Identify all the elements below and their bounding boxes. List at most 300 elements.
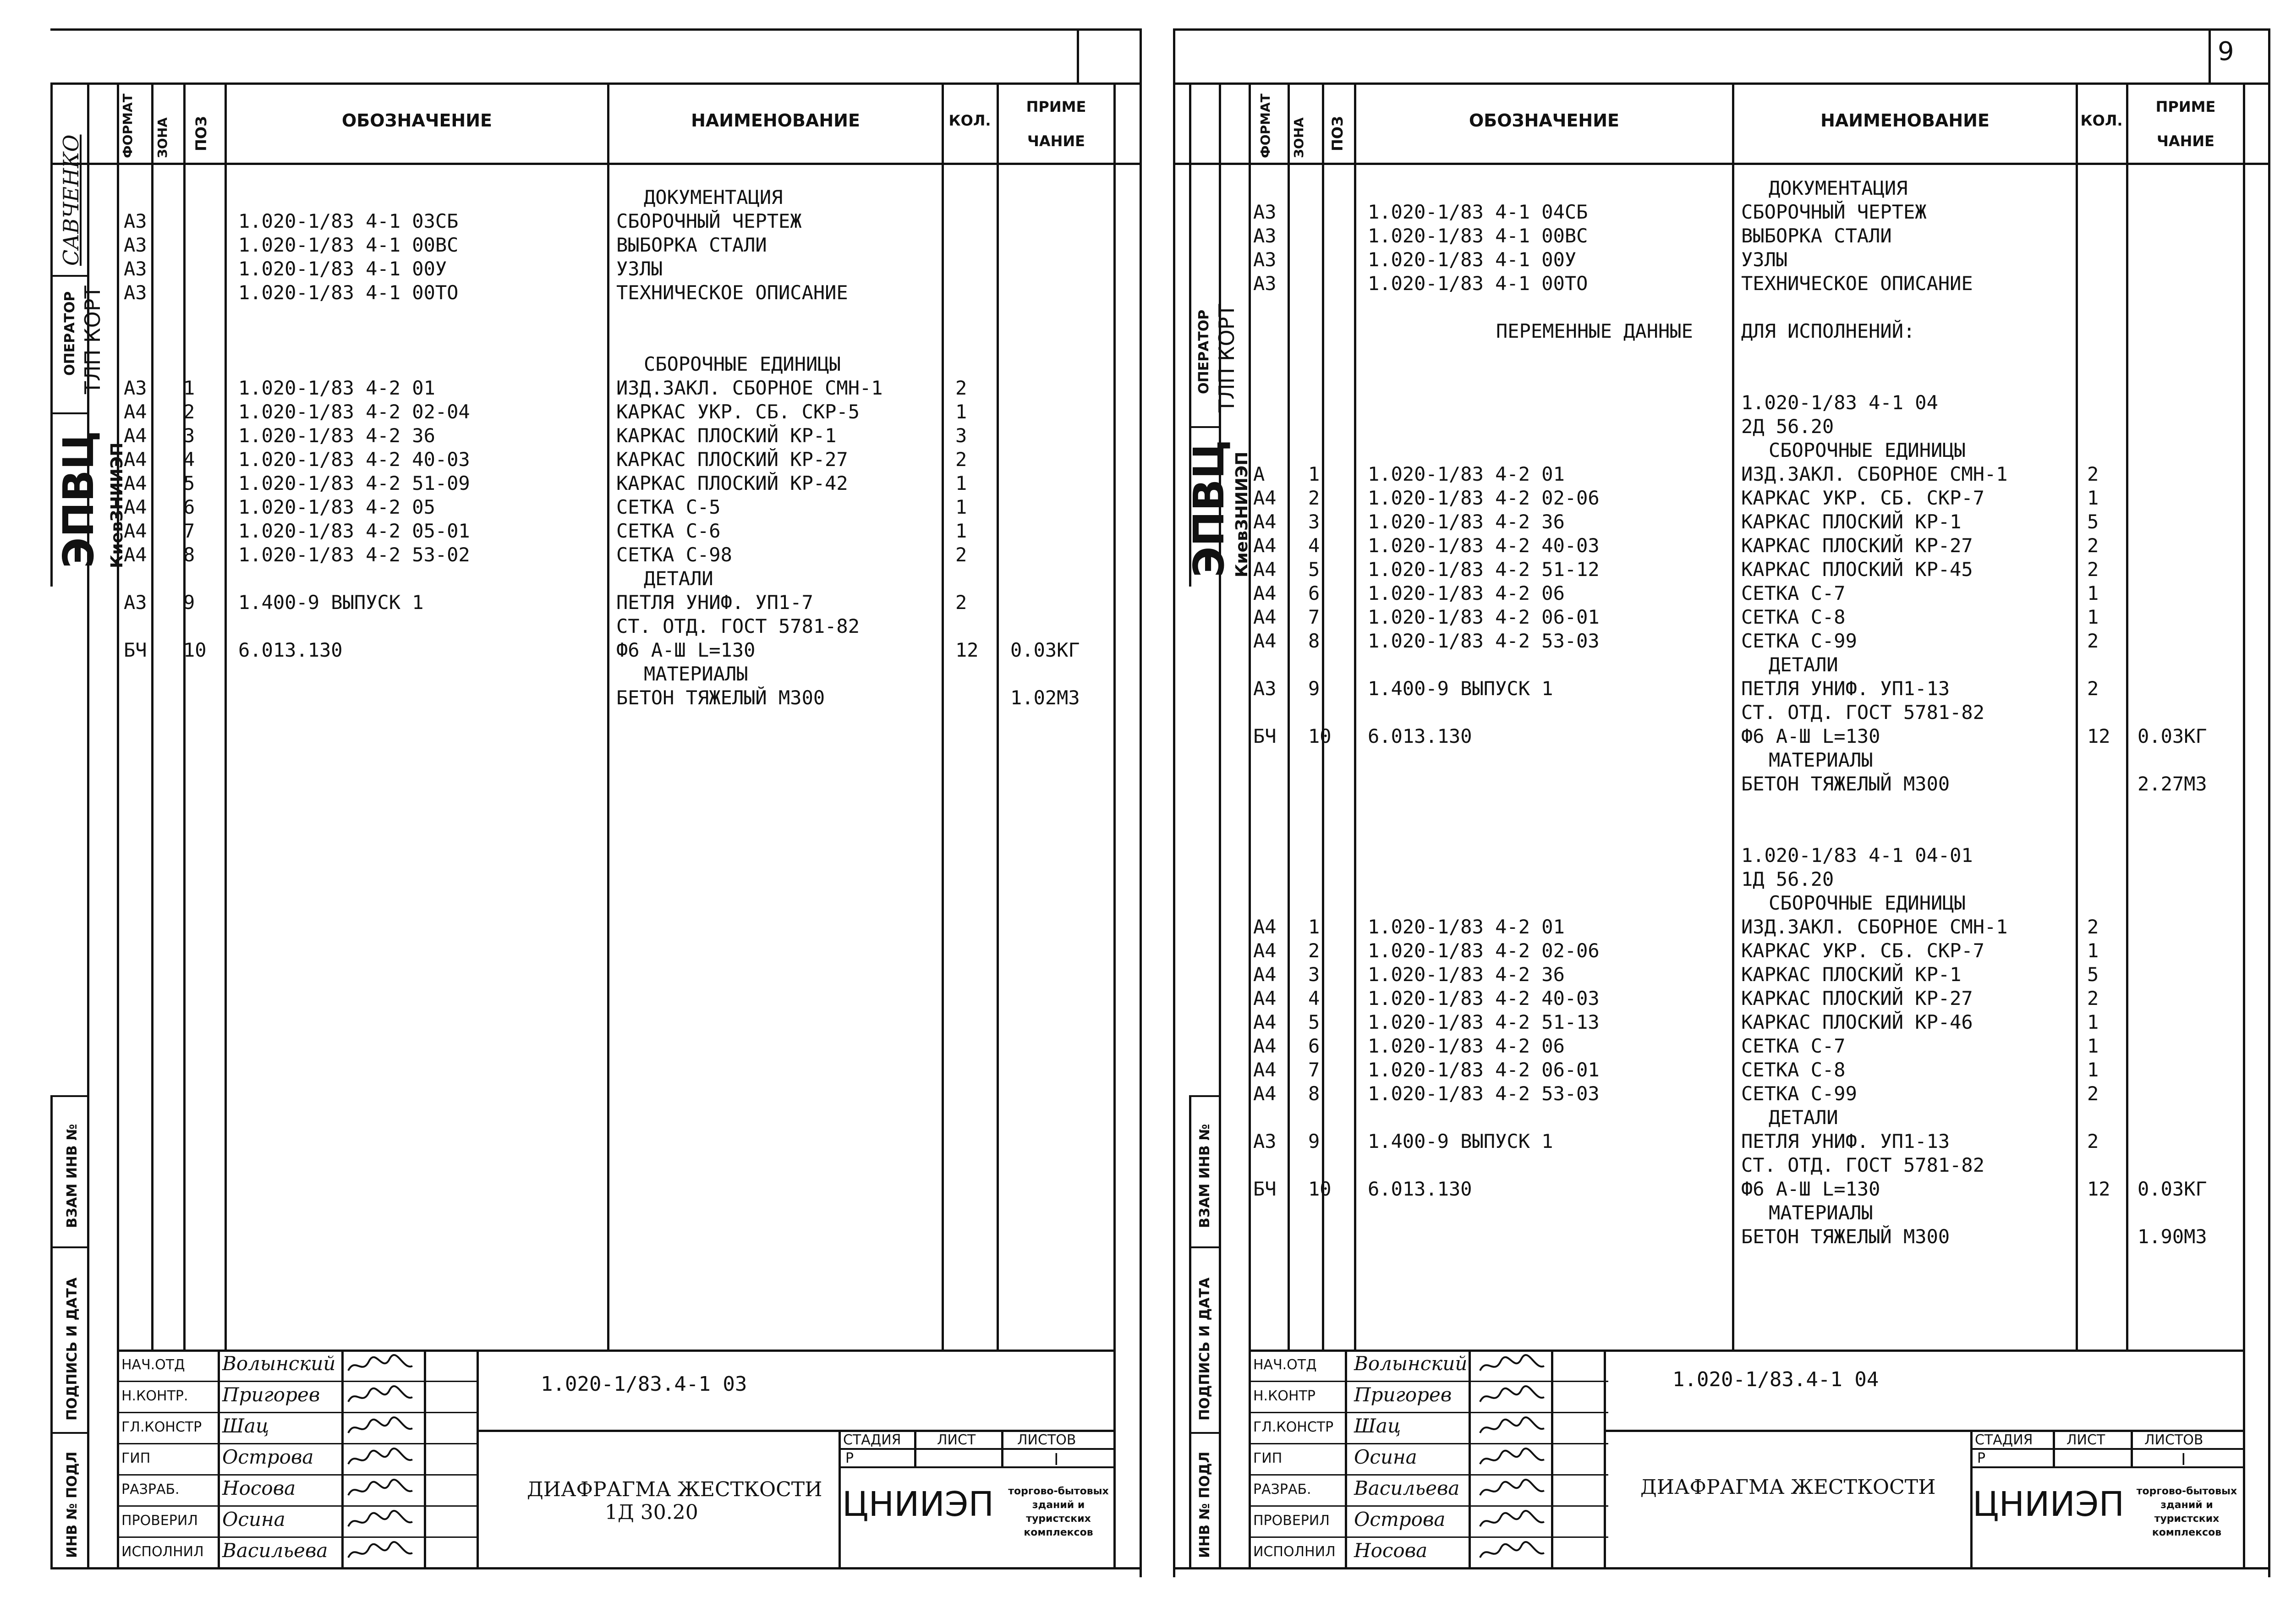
stamp-stage-line [839,1448,1116,1450]
designation-cell: 1.020-1/83 4-2 51-13 [1368,1011,1600,1033]
format-cell: А4 [1253,630,1277,652]
note-cell: 2.27М3 [2138,773,2207,795]
col-zone-line-r [1288,82,1290,1352]
stamp-title: ДИАФРАГМА ЖЕСТКОСТИ [527,1478,822,1501]
stamp-row-line [1249,1536,1608,1538]
designation-cell: 1.020-1/83 4-1 00У [238,258,447,280]
stamp-role: ПРОВЕРИЛ [1253,1513,1330,1529]
name-cell: 1.020-1/83 4-1 04 [1741,391,1938,414]
pos-cell: 9 [1308,677,1320,700]
name-cell: КАРКАС ПЛОСКИЙ КР-45 [1741,558,1973,581]
margin-divider-3 [50,1095,89,1097]
pos-cell: 8 [183,543,195,566]
stamp-role: Н.КОНТР. [121,1388,188,1404]
stamp-row-line [117,1443,477,1444]
header-top-line-r [1173,82,2270,85]
pos-cell: 4 [1308,534,1320,557]
margin-divider-4-r [1189,1246,1221,1248]
designation-cell: 1.020-1/83 4-1 00У [1368,248,1577,271]
col-right-line [1113,82,1116,1569]
col-name-line-r [1732,82,1734,1352]
name-cell: МАТЕРИАЛЫ [644,663,748,685]
stamp-role: НАЧ.ОТД [121,1357,185,1373]
qty-cell: 5 [2087,963,2099,986]
designation-cell: 1.020-1/83 4-2 51-12 [1368,558,1600,581]
qty-cell: 12 [2087,725,2110,747]
stamp-person: Острова [1354,1508,1446,1531]
margin-inv-label: ИНВ № ПОДЛ [64,1451,80,1558]
signature-icon [1478,1446,1546,1471]
pos-cell: 8 [1308,630,1320,652]
designation-cell: 1.020-1/83 4-1 00ТО [238,281,459,304]
margin-operator-org: ТЛП КОРТ [80,285,105,394]
top-tick [1077,28,1079,83]
designation-cell: 1.020-1/83 4-2 06-01 [1368,1059,1600,1081]
name-cell: КАРКАС УКР. СБ. СКР-7 [1741,939,1985,962]
pos-cell: 10 [1308,725,1332,747]
stamp-row-line [1249,1505,1608,1507]
qty-cell: 2 [2087,630,2099,652]
format-cell: А4 [1253,510,1277,533]
qty-cell: 2 [955,543,967,566]
name-cell: УЗЛЫ [1741,248,1788,271]
signature-icon [1478,1415,1546,1440]
name-cell: БЕТОН ТЯЖЕЛЫЙ М300 [1741,1225,1950,1248]
stamp-org-r: ЦНИИЭП [1973,1485,2125,1524]
format-cell: А4 [1253,1035,1277,1057]
margin-podpis-label-r: ПОДПИСЬ И ДАТА [1197,1277,1213,1421]
name-cell: СБОРОЧНЫЕ ЕДИНИЦЫ [1769,439,1966,461]
name-cell: БЕТОН ТЯЖЕЛЫЙ М300 [1741,773,1950,795]
pos-cell: 8 [1308,1082,1320,1105]
note-cell: 1.90М3 [2138,1225,2207,1248]
name-cell: 2Д 56.20 [1741,415,1834,438]
margin-org-big: ЭПВЦ [54,431,103,568]
format-cell: А3 [124,258,147,280]
designation-cell: 1.020-1/83 4-2 02-04 [238,401,470,423]
name-cell: ДОКУМЕНТАЦИЯ [644,186,783,208]
margin-org-big-r: ЭПВЦ [1184,440,1233,577]
designation-cell: 6.013.130 [1368,1178,1472,1200]
qty-cell: 1 [955,520,967,542]
qty-cell: 1 [2087,606,2099,628]
format-cell: А4 [1253,939,1277,962]
pos-cell: 9 [183,591,195,614]
qty-cell: 2 [955,591,967,614]
format-cell: А4 [124,401,147,423]
designation-cell: 1.020-1/83 4-2 51-09 [238,472,470,494]
designation-cell: 1.020-1/83 4-2 02-06 [1368,487,1600,509]
col-header-note-2-r: ЧАНИЕ [2156,132,2215,150]
signature-icon [346,1446,415,1471]
signature-icon [346,1508,415,1534]
pos-cell: 6 [1308,1035,1320,1057]
signature-icon [1478,1477,1546,1503]
format-cell: А3 [124,591,147,614]
stamp-person: Осина [222,1508,285,1531]
stamp-stage-line-2-r [1970,1466,2245,1468]
stamp-row-line [117,1350,477,1351]
name-cell: СТ. ОТД. ГОСТ 5781-82 [1741,701,1985,724]
margin-org-small-r: КиевЗНИИЭП [1233,451,1251,577]
signature-icon [1478,1352,1546,1378]
margin-podpis-label: ПОДПИСЬ И ДАТА [64,1277,80,1421]
signature-icon [346,1352,415,1378]
stamp-stage-col [839,1430,841,1569]
name-cell: БЕТОН ТЯЖЕЛЫЙ М300 [616,686,825,709]
designation-cell: 1.400-9 ВЫПУСК 1 [1368,1130,1553,1152]
designation-cell: 1.020-1/83 4-2 36 [1368,510,1565,533]
stamp-role: ГИП [121,1450,151,1466]
col-zone-line [151,82,153,1352]
name-cell: КАРКАС УКР. СБ. СКР-5 [616,401,860,423]
pos-cell: 2 [1308,939,1320,962]
col-name-line [607,82,609,1352]
format-cell: А4 [124,496,147,518]
name-cell: ПЕТЛЯ УНИФ. УП1-7 [616,591,813,614]
stamp-row-line [1249,1350,1608,1351]
designation-cell: 1.020-1/83 4-2 40-03 [1368,987,1600,1010]
signature-icon [346,1383,415,1409]
name-cell: ИЗД.ЗАКЛ. СБОРНОЕ СМН-1 [616,377,883,399]
sheet-divider [1140,28,1142,1577]
sheet-left-edge-r [1173,28,1175,1577]
col-desig-line-r [1354,82,1356,1352]
format-cell: А4 [124,543,147,566]
stamp-row-line [117,1412,477,1413]
stamp-stage-label-r: СТАДИЯ [1975,1432,2033,1448]
qty-cell: 12 [955,639,979,661]
stamp-sheet-label-r: ЛИСТ [2066,1432,2105,1448]
stamp-stage-label: СТАДИЯ [843,1432,901,1448]
col-header-name-r: НАИМЕНОВАНИЕ [1820,110,1990,131]
pos-cell: 6 [183,496,195,518]
margin-line-lower-r [1189,1095,1191,1569]
pos-cell: 7 [1308,1059,1320,1081]
format-cell: А3 [1253,225,1277,247]
designation-cell: 1.020-1/83 4-2 02-06 [1368,939,1600,962]
name-cell: МАТЕРИАЛЫ [1769,749,1873,771]
designation-cell: 1.020-1/83 4-2 36 [238,424,435,447]
pos-cell: 4 [183,448,195,471]
margin-divider-2 [50,412,89,414]
qty-cell: 1 [2087,1035,2099,1057]
col-qty-line [942,82,944,1352]
name-cell: СЕТКА С-98 [616,543,732,566]
qty-cell: 1 [2087,939,2099,962]
col-header-note-2: ЧАНИЕ [1027,132,1085,150]
name-cell: ДЕТАЛИ [1769,1106,1838,1129]
name-cell: СЕТКА С-99 [1741,1082,1857,1105]
col-header-note-1-r: ПРИМЕ [2155,98,2216,115]
outer-right-line [2268,28,2270,1577]
top-border [50,28,1141,31]
designation-cell: 1.020-1/83 4-2 05 [238,496,435,518]
stamp-person: Носова [222,1477,296,1499]
stamp-code-r: 1.020-1/83.4-1 04 [1672,1368,1879,1391]
qty-cell: 1 [955,472,967,494]
note-cell: 0.03КГ [2138,1178,2207,1200]
margin-signer-name: САВЧЕНКО [59,134,83,266]
name-cell: ИЗД.ЗАКЛ. СБОРНОЕ СМН-1 [1741,463,2008,485]
col-header-zone-r: ЗОНА [1291,117,1306,158]
col-header-format-r: ФОРМАТ [1258,93,1273,158]
name-cell: СБОРОЧНЫЕ ЕДИНИЦЫ [644,353,841,375]
pos-cell: 10 [183,639,207,661]
format-cell: А4 [1253,558,1277,581]
designation-cell: ПЕРЕМЕННЫЕ ДАННЫЕ [1496,320,1693,342]
stamp-org-sub: торгово-бытовых зданий и туристских комплексов [1008,1486,1109,1538]
stamp-row-line [1249,1443,1608,1444]
col-pos-line [183,82,186,1352]
pos-cell: 1 [1308,463,1320,485]
name-cell: ПЕТЛЯ УНИФ. УП1-13 [1741,677,1950,700]
name-cell: КАРКАС ПЛОСКИЙ КР-27 [1741,534,1973,557]
stamp-stage-line-r [1970,1448,2245,1450]
name-cell: СЕТКА С-8 [1741,606,1846,628]
designation-cell: 1.020-1/83 4-1 00ВС [238,234,459,256]
stamp-person: Волынский [1354,1352,1468,1375]
format-cell: А4 [124,520,147,542]
designation-cell: 1.400-9 ВЫПУСК 1 [1368,677,1553,700]
stamp-org: ЦНИИЭП [842,1485,994,1524]
stamp-org-sub-r: торгово-бытовых зданий и туристских комплексов [2136,1486,2237,1538]
pos-cell: 4 [1308,987,1320,1010]
col-header-pos-r: ПОЗ [1329,116,1346,151]
col-format-line [117,82,119,1569]
col-header-format: ФОРМАТ [120,93,135,158]
name-cell: МАТЕРИАЛЫ [1769,1202,1873,1224]
col-header-qty-r: КОЛ. [2080,112,2123,129]
stamp-role: ПРОВЕРИЛ [121,1513,198,1529]
name-cell: КАРКАС УКР. СБ. СКР-7 [1741,487,1985,509]
stamp-title-2: 1Д 30.20 [605,1501,698,1524]
name-cell: СБОРОЧНЫЙ ЧЕРТЕЖ [1741,201,1927,223]
qty-cell: 1 [2087,1011,2099,1033]
margin-divider-4 [50,1246,89,1248]
stamp-role: РАЗРАБ. [1253,1481,1311,1498]
name-cell: СБОРОЧНЫЕ ЕДИНИЦЫ [1769,892,1966,914]
stamp-role: ГИП [1253,1450,1283,1466]
format-cell: А3 [1253,272,1277,295]
name-cell: СТ. ОТД. ГОСТ 5781-82 [1741,1154,1985,1176]
format-cell: А4 [124,472,147,494]
col-right-line-r [2243,82,2245,1569]
pos-cell: 5 [1308,558,1320,581]
format-cell: А4 [1253,534,1277,557]
designation-cell: 1.020-1/83 4-2 06 [1368,1035,1565,1057]
page-number: 9 [2218,37,2234,66]
qty-cell: 1 [2087,487,2099,509]
name-cell: ДЕТАЛИ [1769,653,1838,676]
name-cell: ВЫБОРКА СТАЛИ [1741,225,1892,247]
pos-cell: 3 [1308,510,1320,533]
margin-vzam-label: ВЗАМ ИНВ № [64,1124,80,1228]
signature-icon [1478,1383,1546,1409]
stamp-title-r: ДИАФРАГМА ЖЕСТКОСТИ [1640,1476,1936,1499]
designation-cell: 1.020-1/83 4-2 36 [1368,963,1565,986]
name-cell: КАРКАС ПЛОСКИЙ КР-42 [616,472,848,494]
name-cell: СЕТКА С-6 [616,520,721,542]
name-cell: КАРКАС ПЛОСКИЙ КР-1 [616,424,837,447]
pos-cell: 7 [183,520,195,542]
qty-cell: 3 [955,424,967,447]
stamp-role: ИСПОЛНИЛ [121,1544,204,1560]
signature-icon [1478,1508,1546,1534]
designation-cell: 1.020-1/83 4-1 00ВС [1368,225,1588,247]
pos-cell: 10 [1308,1178,1332,1200]
stamp-row-line [117,1536,477,1538]
format-cell: А4 [1253,487,1277,509]
qty-cell: 2 [2087,916,2099,938]
name-cell: СЕТКА С-7 [1741,582,1846,604]
name-cell: ИЗД.ЗАКЛ. СБОРНОЕ СМН-1 [1741,916,2008,938]
name-cell: КАРКАС ПЛОСКИЙ КР-1 [1741,963,1962,986]
stamp-role: Н.КОНТР [1253,1388,1315,1404]
pos-cell: 6 [1308,582,1320,604]
qty-cell: 1 [955,496,967,518]
pos-cell: 2 [1308,487,1320,509]
stamp-person: Шац [222,1415,269,1437]
margin-operator-org-r: ТЛП КОРТ [1214,304,1239,412]
designation-cell: 1.020-1/83 4-2 06 [1368,582,1565,604]
col-qty-line-r [2076,82,2078,1352]
margin-operator-label-r: ОПЕРАТОР [1196,309,1212,394]
name-cell: ДОКУМЕНТАЦИЯ [1769,177,1908,199]
col-format-line-r [1249,82,1251,1569]
stamp-person: Пригорев [1354,1383,1452,1406]
col-desig-line [225,82,227,1352]
qty-cell: 12 [2087,1178,2110,1200]
designation-cell: 6.013.130 [1368,725,1472,747]
col-header-zone: ЗОНА [155,117,170,158]
name-cell: КАРКАС ПЛОСКИЙ КР-27 [616,448,848,471]
note-cell: 0.03КГ [1010,639,1080,661]
margin-divider-5-r [1189,1432,1221,1434]
format-cell: БЧ [1253,725,1277,747]
stamp-role: ИСПОЛНИЛ [1253,1544,1336,1560]
designation-cell: 1.020-1/83 4-2 06-01 [1368,606,1600,628]
designation-cell: 1.020-1/83 4-2 53-02 [238,543,470,566]
designation-cell: 1.020-1/83 4-2 53-03 [1368,1082,1600,1105]
designation-cell: 1.020-1/83 4-2 01 [1368,463,1565,485]
name-cell: Ф6 А-Ш L=130 [1741,1178,1880,1200]
designation-cell: 6.013.130 [238,639,343,661]
stamp-sheets-label: ЛИСТОВ [1017,1432,1076,1448]
name-cell: СБОРОЧНЫЙ ЧЕРТЕЖ [616,210,802,232]
name-cell: ВЫБОРКА СТАЛИ [616,234,767,256]
designation-cell: 1.020-1/83 4-2 01 [238,377,435,399]
col-header-note-1: ПРИМЕ [1026,98,1086,115]
pos-cell: 5 [183,472,195,494]
designation-cell: 1.020-1/83 4-1 03СБ [238,210,459,232]
format-cell: А3 [1253,248,1277,271]
stamp-row-line [117,1474,477,1476]
col-pos-line-r [1322,82,1324,1352]
qty-cell: 1 [2087,582,2099,604]
margin-divider-3-r [1189,1095,1221,1097]
format-cell: А4 [1253,916,1277,938]
format-cell: А4 [1253,1059,1277,1081]
stamp-role: ГЛ.КОНСТР [1253,1419,1334,1435]
name-cell: КАРКАС ПЛОСКИЙ КР-1 [1741,510,1962,533]
name-cell: Ф6 А-Ш L=130 [1741,725,1880,747]
qty-cell: 2 [2087,463,2099,485]
qty-cell: 2 [2087,1082,2099,1105]
stamp-role: НАЧ.ОТД [1253,1357,1317,1373]
col-header-designation: ОБОЗНАЧЕНИЕ [341,110,492,131]
col-header-name: НАИМЕНОВАНИЕ [691,110,860,131]
format-cell: А3 [1253,677,1277,700]
name-cell: Ф6 А-Ш L=130 [616,639,756,661]
designation-cell: 1.020-1/83 4-2 01 [1368,916,1565,938]
signature-icon [346,1477,415,1503]
qty-cell: 2 [2087,534,2099,557]
stamp-row-line [1249,1412,1608,1413]
stamp-role: РАЗРАБ. [121,1481,180,1498]
name-cell: КАРКАС ПЛОСКИЙ КР-27 [1741,987,1973,1010]
name-cell: 1.020-1/83 4-1 04-01 [1741,844,1973,867]
stamp-person: Осина [1354,1446,1417,1468]
stamp-row-line [1249,1381,1608,1382]
pos-cell: 7 [1308,606,1320,628]
signature-icon [346,1415,415,1440]
designation-cell: 1.020-1/83 4-1 00ТО [1368,272,1588,295]
qty-cell: 2 [2087,558,2099,581]
format-cell: А4 [1253,606,1277,628]
pos-cell: 2 [183,401,195,423]
format-cell: А4 [1253,963,1277,986]
name-cell: СЕТКА С-7 [1741,1035,1846,1057]
stamp-row-line [117,1505,477,1507]
stamp-person: Острова [222,1446,314,1468]
stamp-sheets-value: I [1054,1450,1059,1469]
header-bottom-line [50,163,1141,165]
format-cell: А3 [124,281,147,304]
header-top-line [50,82,1141,85]
stamp-stage-value: Р [845,1450,854,1466]
stamp-person: Васильева [1354,1477,1460,1499]
pos-cell: 3 [1308,963,1320,986]
name-cell: ДЕТАЛИ [644,567,713,590]
designation-cell: 1.020-1/83 4-2 40-03 [1368,534,1600,557]
name-cell: СТ. ОТД. ГОСТ 5781-82 [616,615,860,637]
format-cell: А4 [124,448,147,471]
signature-icon [346,1539,415,1565]
format-cell: А3 [124,210,147,232]
stamp-person: Пригорев [222,1383,320,1406]
signature-icon [1478,1539,1546,1565]
name-cell: ТЕХНИЧЕСКОЕ ОПИСАНИЕ [1741,272,1973,295]
col-header-designation-r: ОБОЗНАЧЕНИЕ [1469,110,1619,131]
qty-cell: 2 [2087,1130,2099,1152]
page-num-box-line [2209,28,2211,83]
name-cell: СЕТКА С-99 [1741,630,1857,652]
pos-cell: 1 [1308,916,1320,938]
name-cell: СЕТКА С-5 [616,496,721,518]
format-cell: А4 [1253,987,1277,1010]
stamp-person: Васильева [222,1539,328,1562]
designation-cell: 1.020-1/83 4-2 05-01 [238,520,470,542]
designation-cell: 1.400-9 ВЫПУСК 1 [238,591,424,614]
format-cell: А3 [1253,201,1277,223]
stamp-code: 1.020-1/83.4-1 03 [541,1372,747,1396]
format-cell: БЧ [124,639,147,661]
pos-cell: 5 [1308,1011,1320,1033]
format-cell: А4 [1253,1011,1277,1033]
pos-cell: 1 [183,377,195,399]
format-cell: А3 [124,377,147,399]
